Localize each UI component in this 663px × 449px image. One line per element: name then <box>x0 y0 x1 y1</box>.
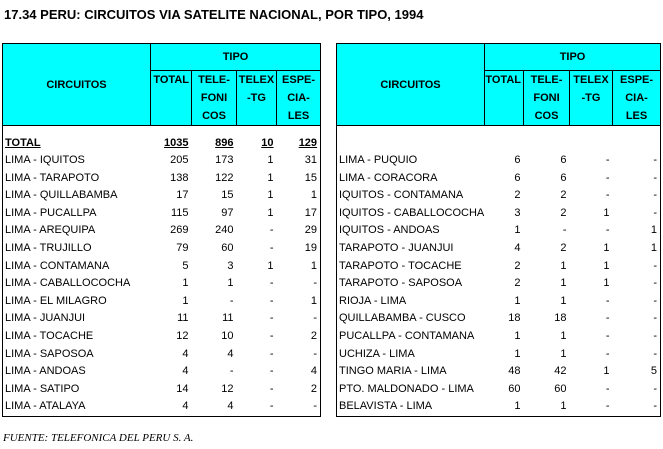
especiales-value: - <box>613 328 661 346</box>
total-value: 14 <box>176 382 189 395</box>
telex-value: - <box>605 294 610 307</box>
especiales-value: 2 <box>277 328 321 346</box>
total-telefonicos: 896 <box>215 137 234 149</box>
circuits-table-right <box>336 43 661 417</box>
circuit-name: IQUITOS - CONTAMANA <box>337 187 485 205</box>
telex-value: - <box>269 365 274 378</box>
telefonicos-value: 122 <box>215 171 234 184</box>
telefonicos-value: - <box>229 294 234 307</box>
telex-value: - <box>605 224 610 237</box>
circuit-name: BELAVISTA - LIMA <box>337 398 485 416</box>
circuit-name: LIMA - SATIPO <box>3 381 151 399</box>
header-telex: TELEX -TG <box>237 71 277 126</box>
especiales-value: - <box>277 310 321 328</box>
header-tipo: TIPO <box>151 44 321 71</box>
table-row <box>337 310 661 328</box>
especiales-value: - <box>613 293 661 311</box>
circuit-name: LIMA - TRUJILLO <box>3 240 151 258</box>
especiales-value: 1 <box>277 187 321 205</box>
table-row <box>3 275 321 293</box>
especiales-value: - <box>613 381 661 399</box>
especiales-value: - <box>613 275 661 293</box>
telefonicos-value: 18 <box>554 312 567 325</box>
total-value: 269 <box>170 224 189 237</box>
especiales-value: 5 <box>613 363 661 381</box>
circuits-table-left <box>2 43 321 417</box>
circuit-name: TARAPOTO - SAPOSOA <box>337 275 485 293</box>
telefonicos-value: 240 <box>215 224 234 237</box>
especiales-value: - <box>613 398 661 416</box>
total-value: 1 <box>182 294 189 307</box>
especiales-value: 1 <box>277 293 321 311</box>
telefonicos-value: 3 <box>227 259 234 272</box>
telefonicos-value: 4 <box>192 398 237 416</box>
telefonicos-value: 1 <box>560 277 567 290</box>
table-row <box>3 346 321 364</box>
table-row <box>337 381 661 399</box>
header-especiales: ESPE- CIA- LES <box>613 71 661 126</box>
telefonicos-value: 2 <box>560 241 567 254</box>
total-value: 6 <box>514 171 521 184</box>
table-row <box>3 310 321 328</box>
total-value: 1 <box>514 347 521 360</box>
especiales-value: 17 <box>277 205 321 223</box>
circuit-name: IQUITOS - CABALLOCOCHA <box>337 205 485 223</box>
telex-value: 1 <box>267 171 274 184</box>
especiales-value: 29 <box>277 222 321 240</box>
especiales-value: - <box>613 170 661 188</box>
total-value: 18 <box>508 312 521 325</box>
especiales-value: - <box>613 152 661 170</box>
circuit-name: LIMA - QUILLABAMBA <box>3 187 151 205</box>
circuit-name: PUCALLPA - CONTAMANA <box>337 328 485 346</box>
total-value: 3 <box>514 206 521 219</box>
total-value: 1 <box>514 294 521 307</box>
especiales-value: 1 <box>613 240 661 258</box>
circuit-name: IQUITOS - ANDOAS <box>337 222 485 240</box>
telefonicos-value: 10 <box>221 329 234 342</box>
telex-value: 1 <box>603 241 610 254</box>
total-value: 5 <box>182 259 189 272</box>
table-row <box>3 258 321 276</box>
circuit-name: LIMA - CORACORA <box>337 170 485 188</box>
telefonicos-value: 15 <box>221 189 234 202</box>
table-row <box>3 328 321 346</box>
telefonicos-value: 1 <box>560 294 567 307</box>
total-value: 115 <box>170 206 189 219</box>
table-row <box>337 293 661 311</box>
total-value: 12 <box>176 329 189 342</box>
header-circuitos: CIRCUITOS <box>337 44 485 126</box>
telex-value: - <box>605 171 610 184</box>
table-row <box>337 363 661 381</box>
telex-value: - <box>269 329 274 342</box>
telex-value: - <box>269 277 274 290</box>
telefonicos-value: 173 <box>215 154 234 166</box>
total-value: 6 <box>514 154 521 166</box>
header-especiales: ESPE- CIA- LES <box>277 71 321 126</box>
table-row <box>337 152 661 170</box>
telefonicos-value: 6 <box>560 154 567 166</box>
circuit-name: RIOJA - LIMA <box>337 293 485 311</box>
total-especiales: 129 <box>277 134 321 152</box>
telex-value: - <box>605 312 610 325</box>
telex-value: - <box>605 154 610 166</box>
total-value: 4 <box>151 398 192 416</box>
circuit-name: PTO. MALDONADO - LIMA <box>337 381 485 399</box>
telex-value: - <box>570 398 613 416</box>
telex-value: - <box>605 382 610 395</box>
circuit-name: LIMA - TOCACHE <box>3 328 151 346</box>
telex-value: - <box>269 224 274 237</box>
telex-value: - <box>269 241 274 254</box>
total-value: 4 <box>182 365 189 378</box>
circuit-name: LIMA - IQUITOS <box>3 152 151 170</box>
telex-value: - <box>605 329 610 342</box>
total-value: 1 <box>514 329 521 342</box>
circuit-name: LIMA - EL MILAGRO <box>3 293 151 311</box>
telefonicos-value: 6 <box>560 171 567 184</box>
telefonicos-value: 60 <box>221 241 234 254</box>
total-value: 2 <box>514 259 521 272</box>
total-value: 48 <box>508 365 521 378</box>
telex-value: 1 <box>267 154 274 166</box>
telex-value: - <box>269 312 274 325</box>
total-value: 79 <box>176 241 189 254</box>
telex-value: - <box>269 347 274 360</box>
total-value: 1 <box>485 398 524 416</box>
circuit-name: LIMA - TARAPOTO <box>3 170 151 188</box>
total-telex: 10 <box>261 137 274 149</box>
especiales-value: 15 <box>277 170 321 188</box>
table-row <box>337 258 661 276</box>
table-row <box>337 346 661 364</box>
table-row <box>337 328 661 346</box>
telefonicos-value: 1 <box>227 277 234 290</box>
especiales-value: - <box>613 187 661 205</box>
telex-value: 1 <box>603 277 610 290</box>
telex-value: - <box>605 347 610 360</box>
telex-value: 1 <box>267 259 274 272</box>
especiales-value: - <box>277 275 321 293</box>
circuit-name: LIMA - SAPOSOA <box>3 346 151 364</box>
especiales-value: - <box>613 346 661 364</box>
total-value: 2 <box>514 189 521 202</box>
header-circuitos: CIRCUITOS <box>3 44 151 126</box>
telex-value: - <box>269 382 274 395</box>
telefonicos-value: 60 <box>554 382 567 395</box>
telex-value: 1 <box>267 206 274 219</box>
header-telex: TELEX -TG <box>570 71 613 126</box>
circuit-name: LIMA - ANDOAS <box>3 363 151 381</box>
telex-value: 1 <box>603 206 610 219</box>
especiales-value: - <box>613 205 661 223</box>
total-total: 1035 <box>164 137 189 149</box>
especiales-value: 1 <box>613 222 661 240</box>
especiales-value: 2 <box>277 381 321 399</box>
table-row <box>3 222 321 240</box>
telefonicos-value: 2 <box>560 189 567 202</box>
telex-value: - <box>269 294 274 307</box>
table-row <box>337 240 661 258</box>
table-row <box>3 363 321 381</box>
source-note: FUENTE: TELEFONICA DEL PERU S. A. <box>3 432 194 444</box>
circuit-name: LIMA - AREQUIPA <box>3 222 151 240</box>
especiales-value: - <box>277 398 321 416</box>
especiales-value: 19 <box>277 240 321 258</box>
table-row <box>337 398 661 416</box>
total-value: 1 <box>514 224 521 237</box>
circuit-name: TARAPOTO - JUANJUI <box>337 240 485 258</box>
circuit-name: LIMA - PUCALLPA <box>3 205 151 223</box>
total-value: 1 <box>182 277 189 290</box>
circuit-name: LIMA - CABALLOCOCHA <box>3 275 151 293</box>
circuit-name: LIMA - PUQUIO <box>337 152 485 170</box>
circuit-name: TARAPOTO - TOCACHE <box>337 258 485 276</box>
telefonicos-value: 11 <box>222 312 234 325</box>
telefonicos-value: 2 <box>560 206 567 219</box>
telefonicos-value: 12 <box>221 382 234 395</box>
table-row <box>3 293 321 311</box>
telex-value: 1 <box>603 259 610 272</box>
total-value: 11 <box>177 312 189 325</box>
total-row <box>3 134 321 152</box>
total-value: 4 <box>514 241 521 254</box>
telefonicos-value: - <box>229 365 234 378</box>
total-value: 205 <box>170 154 189 166</box>
telex-value: - <box>605 189 610 202</box>
telex-value: 1 <box>267 189 274 202</box>
especiales-value: 1 <box>277 258 321 276</box>
telex-value: - <box>237 398 277 416</box>
page-title: 17.34 PERU: CIRCUITOS VIA SATELITE NACIONAL, POR TIPO, 1994 <box>4 7 424 22</box>
table-row <box>337 205 661 223</box>
table-row <box>3 170 321 188</box>
total-value: 138 <box>170 171 189 184</box>
telex-value: 1 <box>603 365 610 378</box>
telefonicos-value: 42 <box>554 365 567 378</box>
table-row <box>337 222 661 240</box>
telefonicos-value: 1 <box>560 347 567 360</box>
telefonicos-value: 1 <box>524 398 570 416</box>
especiales-value: - <box>277 346 321 364</box>
table-row <box>337 187 661 205</box>
telefonicos-value: - <box>562 224 567 237</box>
circuit-name: TINGO MARIA - LIMA <box>337 363 485 381</box>
table-row <box>337 275 661 293</box>
header-tipo: TIPO <box>485 44 661 71</box>
telefonicos-value: 1 <box>560 329 567 342</box>
table-row <box>3 205 321 223</box>
header-total: TOTAL <box>151 71 192 126</box>
table-row <box>3 240 321 258</box>
table-row <box>337 170 661 188</box>
telefonicos-value: 1 <box>560 259 567 272</box>
especiales-value: 31 <box>277 152 321 170</box>
telefonicos-value: 4 <box>227 347 234 360</box>
circuit-name: LIMA - JUANJUI <box>3 310 151 328</box>
telefonicos-value: 97 <box>221 206 234 219</box>
total-value: 17 <box>176 189 189 202</box>
circuit-name: LIMA - ATALAYA <box>3 398 151 416</box>
header-total: TOTAL <box>485 71 524 126</box>
circuit-name: LIMA - CONTAMANA <box>3 258 151 276</box>
total-value: 60 <box>508 382 521 395</box>
table-row <box>3 398 321 416</box>
total-value: 2 <box>514 277 521 290</box>
especiales-value: - <box>613 310 661 328</box>
total-label: TOTAL <box>3 134 151 152</box>
total-value: 4 <box>182 347 189 360</box>
especiales-value: 4 <box>277 363 321 381</box>
table-row <box>3 381 321 399</box>
table-row <box>3 187 321 205</box>
especiales-value: - <box>613 258 661 276</box>
table-row <box>3 152 321 170</box>
header-telefonicos: TELE- FONI COS <box>192 71 237 126</box>
header-telefonicos: TELE- FONI COS <box>524 71 570 126</box>
circuit-name: QUILLABAMBA - CUSCO <box>337 310 485 328</box>
circuit-name: UCHIZA - LIMA <box>337 346 485 364</box>
